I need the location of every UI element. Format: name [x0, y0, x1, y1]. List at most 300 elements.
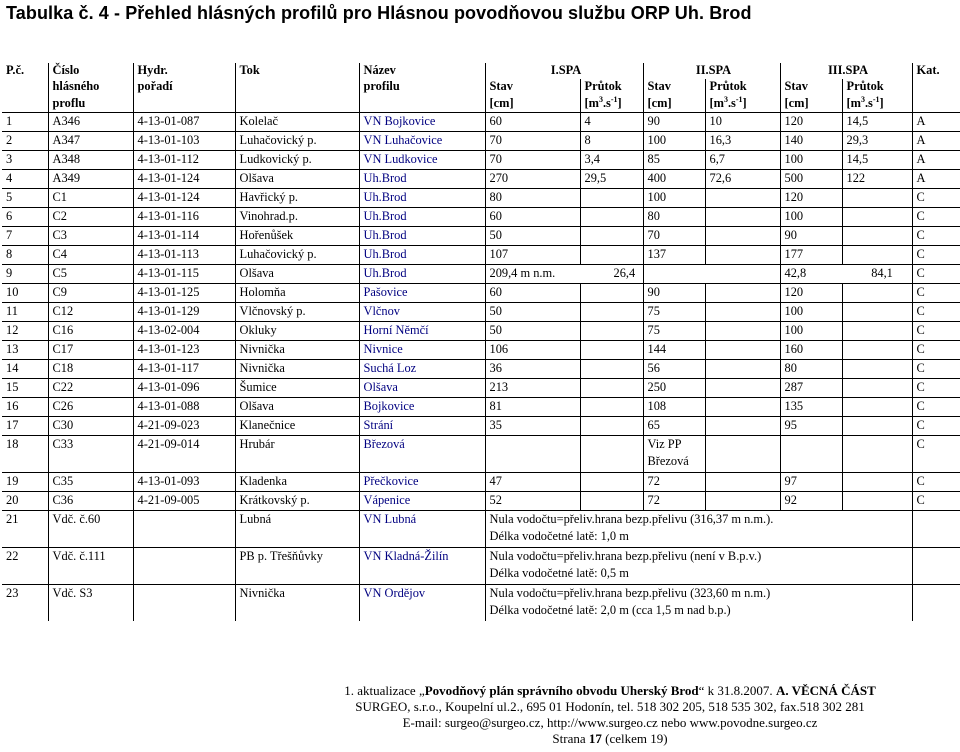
table-cell: 4-13-01-115 — [133, 265, 235, 284]
table-cell: Okluky — [235, 322, 359, 341]
table-cell: 72 — [643, 492, 705, 511]
table-cell: 4-13-01-129 — [133, 303, 235, 322]
table-cell: VN Bojkovice — [359, 113, 485, 132]
table-cell: C5 — [48, 265, 133, 284]
table-cell: 92 — [780, 492, 842, 511]
table-cell: 65 — [643, 417, 705, 436]
table-cell: 22 — [2, 548, 48, 585]
table-cell: 70 — [643, 227, 705, 246]
table-cell: 135 — [780, 398, 842, 417]
note-line: Délka vodočetné latě: 0,5 m — [489, 566, 629, 580]
table-cell: C17 — [48, 341, 133, 360]
table-cell: Vdč. č.60 — [48, 511, 133, 548]
table-cell — [842, 189, 912, 208]
table-cell: 4-13-01-124 — [133, 189, 235, 208]
table-cell: C4 — [48, 246, 133, 265]
table-cell — [912, 548, 960, 585]
table-cell: C30 — [48, 417, 133, 436]
table-cell: C — [912, 341, 960, 360]
header-spa1: I.SPA — [485, 63, 643, 79]
header-cislo-2: hlásného — [48, 79, 133, 96]
header-prutok-3: Průtok — [842, 79, 912, 96]
table-cell: C — [912, 398, 960, 417]
table-cell: VN Lubná — [359, 511, 485, 548]
table-cell: PB p. Třešňůvky — [235, 548, 359, 585]
table-cell — [133, 548, 235, 585]
table-cell — [912, 511, 960, 548]
table-cell: C — [912, 492, 960, 511]
table-cell: 140 — [780, 132, 842, 151]
table-cell: Vlčnov — [359, 303, 485, 322]
header-stav-3: Stav — [780, 79, 842, 96]
table-cell — [705, 208, 780, 227]
table-cell: 100 — [780, 322, 842, 341]
table-cell: 60 — [485, 284, 580, 303]
table-row — [2, 265, 960, 284]
table-cell — [705, 473, 780, 492]
table-cell: 100 — [780, 151, 842, 170]
table-cell: 250 — [643, 379, 705, 398]
table-cell: 4-13-01-112 — [133, 151, 235, 170]
table-cell: 95 — [780, 417, 842, 436]
table-cell: 4 — [2, 170, 48, 189]
table-cell: 15 — [2, 379, 48, 398]
table-cell: C35 — [48, 473, 133, 492]
table-cell — [705, 436, 780, 473]
unit-cm: [cm] — [485, 96, 580, 113]
table-cell: 29,3 — [842, 132, 912, 151]
table-cell: Uh.Brod — [359, 227, 485, 246]
table-cell: 4-13-01-117 — [133, 360, 235, 379]
table-row — [2, 511, 960, 548]
table-cell: 4-13-01-125 — [133, 284, 235, 303]
table-cell — [842, 322, 912, 341]
table-cell: 16 — [2, 398, 48, 417]
table-row — [2, 585, 960, 622]
table-cell: 144 — [643, 341, 705, 360]
table-cell: C — [912, 436, 960, 473]
table-cell: 120 — [780, 113, 842, 132]
table-cell: 50 — [485, 227, 580, 246]
table-cell: 80 — [485, 189, 580, 208]
table-cell — [705, 417, 780, 436]
table-cell: 137 — [643, 246, 705, 265]
header-spa2: II.SPA — [643, 63, 780, 79]
table-cell — [842, 379, 912, 398]
table-cell: 14,5 — [842, 113, 912, 132]
table-cell: Pašovice — [359, 284, 485, 303]
table-cell — [780, 265, 912, 284]
table-cell — [643, 436, 705, 473]
table-cell: 160 — [780, 341, 842, 360]
table-cell — [580, 246, 643, 265]
table-cell: 4-13-01-113 — [133, 246, 235, 265]
table-cell: Lubná — [235, 511, 359, 548]
table-cell: 6,7 — [705, 151, 780, 170]
table-cell — [842, 303, 912, 322]
table-cell — [842, 436, 912, 473]
table-value: 84,1 — [871, 266, 893, 280]
table-cell: 4-13-01-087 — [133, 113, 235, 132]
table-cell: 35 — [485, 417, 580, 436]
header-spa3: III.SPA — [780, 63, 912, 79]
table-row — [2, 246, 960, 265]
table-cell: Vdč. S3 — [48, 585, 133, 622]
table-cell: 80 — [643, 208, 705, 227]
footer-line-2: SURGEO, s.r.o., Koupelní ul.2., 695 01 Hodonín, tel. 518 302 205, 518 535 302, fax.518 302 281 — [355, 699, 865, 714]
table-cell: VN Ordějov — [359, 585, 485, 622]
table-cell — [580, 208, 643, 227]
profiles-table — [2, 63, 960, 621]
table-cell: C — [912, 284, 960, 303]
table-cell: 4-13-01-123 — [133, 341, 235, 360]
table-cell: Olšava — [235, 398, 359, 417]
table-cell: Uh.Brod — [359, 189, 485, 208]
table-cell: C36 — [48, 492, 133, 511]
table-cell — [580, 473, 643, 492]
table-cell — [705, 322, 780, 341]
unit-cm: [cm] — [643, 96, 705, 113]
table-cell — [842, 341, 912, 360]
table-cell: C22 — [48, 379, 133, 398]
table-cell: C18 — [48, 360, 133, 379]
table-cell: 122 — [842, 170, 912, 189]
table-row — [2, 189, 960, 208]
table-cell: 72,6 — [705, 170, 780, 189]
note-line: Viz PP — [647, 437, 682, 451]
table-cell: Luhačovický p. — [235, 246, 359, 265]
table-row — [2, 379, 960, 398]
table-cell: A347 — [48, 132, 133, 151]
table-cell — [842, 417, 912, 436]
table-cell: C — [912, 189, 960, 208]
table-cell: 23 — [2, 585, 48, 622]
table-row — [2, 170, 960, 189]
table-cell: C — [912, 208, 960, 227]
table-cell: Olšava — [235, 265, 359, 284]
unit-cm: [cm] — [780, 96, 842, 113]
table-cell: C26 — [48, 398, 133, 417]
table-cell: Přečkovice — [359, 473, 485, 492]
table-cell: 70 — [485, 132, 580, 151]
table-cell: 3,4 — [580, 151, 643, 170]
table-cell: Uh.Brod — [359, 246, 485, 265]
table-cell: 47 — [485, 473, 580, 492]
table-cell: 120 — [780, 189, 842, 208]
table-cell: Nivnice — [359, 341, 485, 360]
table-cell: 100 — [643, 132, 705, 151]
table-cell: Kolelač — [235, 113, 359, 132]
table-cell: Holomňa — [235, 284, 359, 303]
table-cell: 75 — [643, 303, 705, 322]
table-cell: 2 — [2, 132, 48, 151]
header-stav-2: Stav — [643, 79, 705, 96]
table-cell — [842, 246, 912, 265]
table-cell: Vinohrad.p. — [235, 208, 359, 227]
table-cell: 75 — [643, 322, 705, 341]
table-cell: 100 — [643, 189, 705, 208]
note-line: Nula vodočtu=přeliv.hrana bezp.přelivu (316,37 m n.m.). — [489, 512, 774, 526]
table-cell: Olšava — [235, 170, 359, 189]
table-cell — [842, 492, 912, 511]
header-prutok-1: Průtok — [580, 79, 643, 96]
table-cell: 4-21-09-005 — [133, 492, 235, 511]
table-cell — [705, 360, 780, 379]
table-cell: VN Ludkovice — [359, 151, 485, 170]
table-cell: C2 — [48, 208, 133, 227]
header-tok: Tok — [235, 63, 359, 79]
table-cell: Suchá Loz — [359, 360, 485, 379]
table-row — [2, 492, 960, 511]
table-cell — [580, 303, 643, 322]
table-row — [2, 303, 960, 322]
table-cell: Vápenice — [359, 492, 485, 511]
table-cell: 4-13-01-114 — [133, 227, 235, 246]
table-cell — [485, 548, 912, 585]
table-cell: 8 — [2, 246, 48, 265]
table-cell: Nivnička — [235, 360, 359, 379]
table-cell: 4-21-09-023 — [133, 417, 235, 436]
table-cell: 120 — [780, 284, 842, 303]
table-cell: C3 — [48, 227, 133, 246]
table-cell: Březová — [359, 436, 485, 473]
table-cell: 19 — [2, 473, 48, 492]
table-cell — [580, 360, 643, 379]
footer-line-3: E-mail: surgeo@surgeo.cz, http://www.surgeo.cz nebo www.povodne.surgeo.cz — [402, 715, 818, 730]
table-cell: 213 — [485, 379, 580, 398]
table-cell — [580, 417, 643, 436]
table-cell: C — [912, 360, 960, 379]
table-cell — [705, 227, 780, 246]
table-cell — [705, 492, 780, 511]
page-title: Tabulka č. 4 - Přehled hlásných profilů pro Hlásnou povodňovou službu ORP Uh. Brod — [6, 3, 752, 23]
table-row — [2, 113, 960, 132]
table-cell: 16,3 — [705, 132, 780, 151]
header-hydr: Hydr. — [133, 63, 235, 79]
table-cell: 9 — [2, 265, 48, 284]
table-cell: 72 — [643, 473, 705, 492]
table-cell — [580, 322, 643, 341]
table-cell: 4-13-01-096 — [133, 379, 235, 398]
table-cell: Bojkovice — [359, 398, 485, 417]
table-cell: 107 — [485, 246, 580, 265]
table-cell: Havřický p. — [235, 189, 359, 208]
table-cell — [842, 284, 912, 303]
table-cell: 10 — [2, 284, 48, 303]
table-cell: A — [912, 170, 960, 189]
table-row — [2, 548, 960, 585]
table-cell: C — [912, 303, 960, 322]
table-cell — [580, 227, 643, 246]
table-cell: C33 — [48, 436, 133, 473]
table-cell: 4 — [580, 113, 643, 132]
table-row — [2, 417, 960, 436]
table-cell — [580, 492, 643, 511]
table-cell: 90 — [643, 284, 705, 303]
table-cell: 3 — [2, 151, 48, 170]
table-cell: 12 — [2, 322, 48, 341]
table-cell — [580, 398, 643, 417]
table-cell — [842, 208, 912, 227]
table-cell: 14,5 — [842, 151, 912, 170]
table-cell — [133, 511, 235, 548]
table-cell: 90 — [643, 113, 705, 132]
table-row — [2, 284, 960, 303]
table-cell — [613, 265, 780, 284]
table-cell: 100 — [780, 303, 842, 322]
table-cell — [705, 303, 780, 322]
header-cislo-3: proflu — [48, 96, 133, 113]
table-cell — [912, 585, 960, 622]
table-cell: Vlčnovský p. — [235, 303, 359, 322]
note-line: Březová — [647, 454, 689, 468]
table-cell — [485, 511, 912, 548]
table-cell: 13 — [2, 341, 48, 360]
table-cell — [580, 284, 643, 303]
table-cell: 6 — [2, 208, 48, 227]
table-cell: A346 — [48, 113, 133, 132]
table-cell — [705, 284, 780, 303]
table-cell: 50 — [485, 303, 580, 322]
table-cell: 14 — [2, 360, 48, 379]
table-cell: 270 — [485, 170, 580, 189]
table-cell: C — [912, 379, 960, 398]
table-cell: 8 — [580, 132, 643, 151]
table-cell: Ludkovický p. — [235, 151, 359, 170]
table-cell: Olšava — [359, 379, 485, 398]
table-cell: 90 — [780, 227, 842, 246]
table-cell: 56 — [643, 360, 705, 379]
table-cell — [842, 360, 912, 379]
table-row — [2, 436, 960, 473]
table-cell: 10 — [705, 113, 780, 132]
note-line: Nula vodočtu=přeliv.hrana bezp.přelivu (není v B.p.v.) — [489, 549, 762, 563]
table-cell: 70 — [485, 151, 580, 170]
table-row — [2, 398, 960, 417]
table-cell — [580, 189, 643, 208]
table-cell: C9 — [48, 284, 133, 303]
header-stav-1: Stav — [485, 79, 580, 96]
table-cell: C — [912, 473, 960, 492]
note-line: Délka vodočetné latě: 2,0 m (cca 1,5 m nad b.p.) — [489, 603, 731, 617]
footer-line-4: Strana 17 (celkem 19) — [552, 731, 668, 746]
table-cell: C — [912, 227, 960, 246]
table-cell: Kladenka — [235, 473, 359, 492]
table-cell: C12 — [48, 303, 133, 322]
table-cell: 4-13-02-004 — [133, 322, 235, 341]
table-cell: Šumice — [235, 379, 359, 398]
table-cell: A — [912, 151, 960, 170]
table-cell: 4-13-01-116 — [133, 208, 235, 227]
table-cell: 36 — [485, 360, 580, 379]
table-cell: 50 — [485, 322, 580, 341]
table-cell: 18 — [2, 436, 48, 473]
table-cell: Hořenůšek — [235, 227, 359, 246]
table-cell: 4-13-01-088 — [133, 398, 235, 417]
table-cell: 4-13-01-093 — [133, 473, 235, 492]
table-cell: 106 — [485, 341, 580, 360]
table-cell: 85 — [643, 151, 705, 170]
table-cell: 60 — [485, 113, 580, 132]
header-nazev-2: profilu — [359, 79, 485, 96]
table-cell: 4-13-01-103 — [133, 132, 235, 151]
table-value: 42,8 — [784, 266, 807, 280]
table-cell: C — [912, 265, 960, 284]
table-cell: A348 — [48, 151, 133, 170]
table-cell: 21 — [2, 511, 48, 548]
table-cell — [842, 398, 912, 417]
table-row — [2, 227, 960, 246]
table-cell: Vdč. č.111 — [48, 548, 133, 585]
table-cell: VN Kladná-Žilín — [359, 548, 485, 585]
table-cell: 60 — [485, 208, 580, 227]
table-cell — [485, 436, 580, 473]
table-cell — [485, 585, 912, 622]
header-nazev: Název — [359, 63, 485, 79]
table-cell: 7 — [2, 227, 48, 246]
note-line: Délka vodočetné latě: 1,0 m — [489, 529, 629, 543]
table-row — [2, 473, 960, 492]
table-cell: 17 — [2, 417, 48, 436]
table-cell — [580, 341, 643, 360]
table-row — [2, 151, 960, 170]
table-cell: Luhačovický p. — [235, 132, 359, 151]
table-cell — [580, 379, 643, 398]
table-cell: 81 — [485, 398, 580, 417]
table-cell: C — [912, 246, 960, 265]
header-cislo: Číslo — [48, 63, 133, 79]
table-cell: 80 — [780, 360, 842, 379]
footer-line-1: 1. aktualizace „Povodňový plán správního obvodu Uherský Brod“ k 31.8.2007. A. VĚCNÁ ČÁST — [344, 683, 876, 698]
header-pc: P.č. — [6, 63, 25, 77]
table-cell — [705, 379, 780, 398]
table-cell: 4-13-01-124 — [133, 170, 235, 189]
table-cell: C — [912, 322, 960, 341]
header-hydr-2: pořadí — [133, 79, 235, 96]
table-cell — [580, 436, 643, 473]
table-cell: C1 — [48, 189, 133, 208]
table-cell: 400 — [643, 170, 705, 189]
table-cell: 177 — [780, 246, 842, 265]
table-cell: 1 — [2, 113, 48, 132]
table-row — [2, 360, 960, 379]
table-cell: 108 — [643, 398, 705, 417]
table-cell: Horní Němčí — [359, 322, 485, 341]
table-row — [2, 322, 960, 341]
table-cell: 500 — [780, 170, 842, 189]
table-row — [2, 341, 960, 360]
table-cell — [705, 246, 780, 265]
unit-m3s: $[m^3.s^{-1}]$ — [705, 96, 780, 113]
table-row — [2, 208, 960, 227]
table-cell: VN Luhačovice — [359, 132, 485, 151]
table-cell — [705, 341, 780, 360]
note-line: Nula vodočtu=přeliv.hrana bezp.přelivu (323,60 m n.m.) — [489, 586, 771, 600]
table-cell: 5 — [2, 189, 48, 208]
table-cell: 20 — [2, 492, 48, 511]
unit-m3s: $[m^3.s^{-1}]$ — [580, 96, 643, 113]
table-cell: 4-21-09-014 — [133, 436, 235, 473]
header-prutok-2: Průtok — [705, 79, 780, 96]
unit-m3s: $[m^3.s^{-1}]$ — [842, 96, 912, 113]
table-cell: 29,5 — [580, 170, 643, 189]
table-cell: C16 — [48, 322, 133, 341]
table-cell — [133, 585, 235, 622]
table-cell: 97 — [780, 473, 842, 492]
table-row — [2, 132, 960, 151]
table-cell — [842, 473, 912, 492]
table-cell: Klanečnice — [235, 417, 359, 436]
